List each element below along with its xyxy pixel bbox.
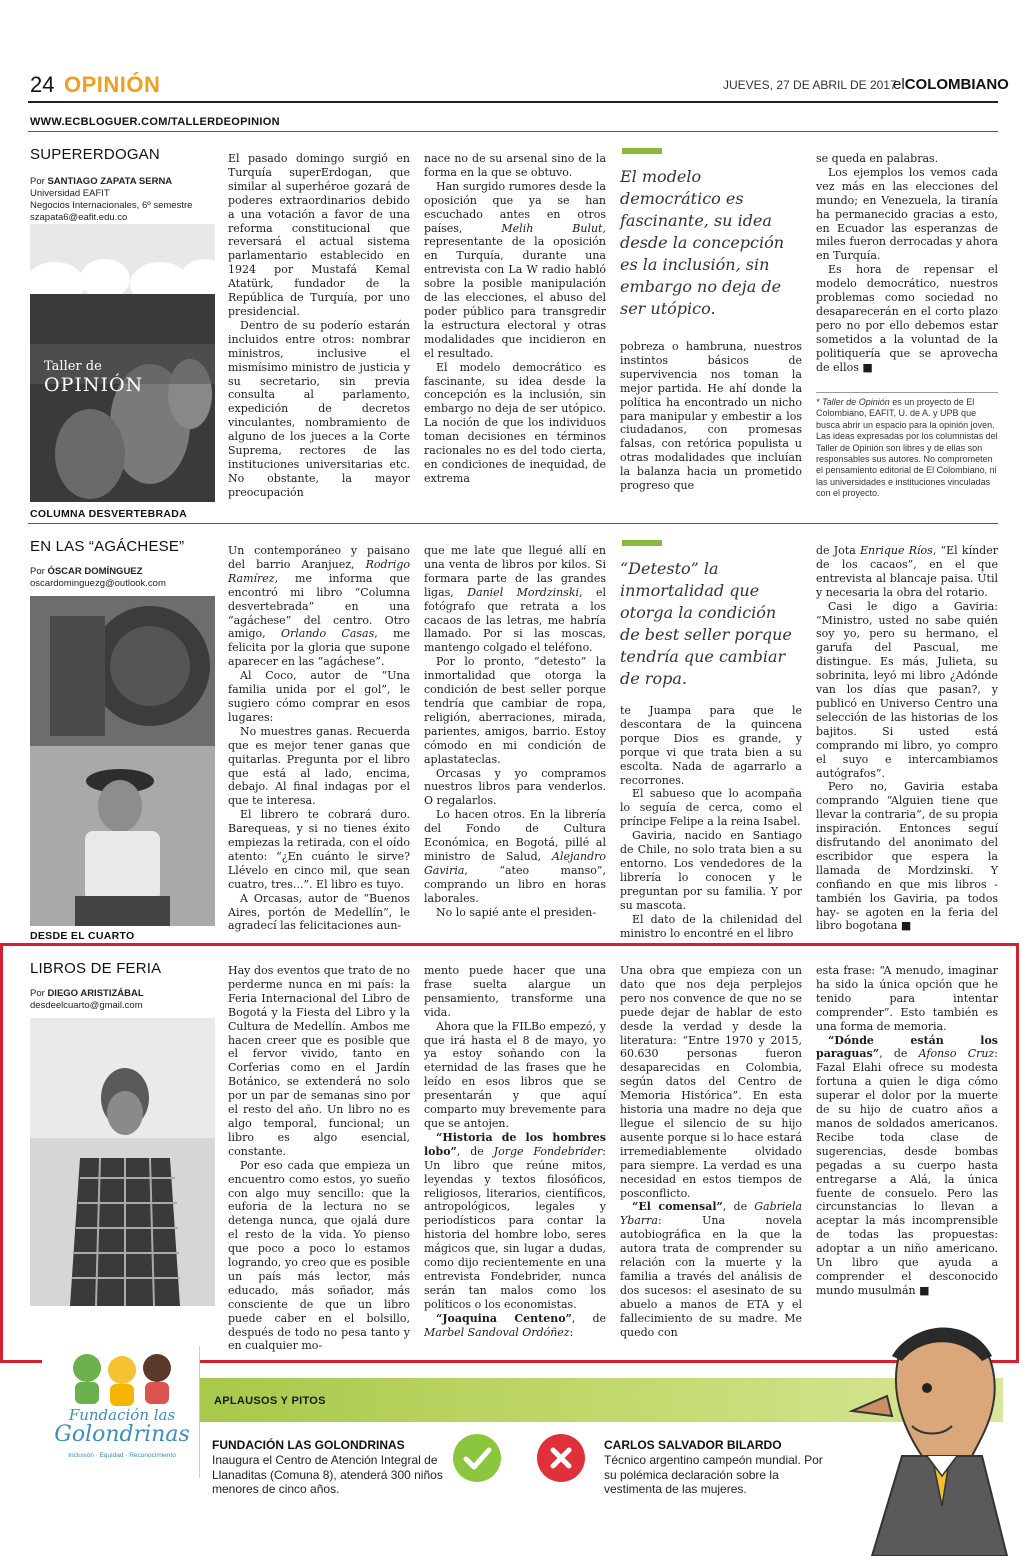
author-program: Negocios Internacionales, 6º semestre <box>30 200 193 211</box>
paragraph: A Orcasas, autor de “Buenos Aires, portón de Medellín”, le agradecí las felicitaciones aun- <box>228 891 410 933</box>
by-prefix: Por <box>30 988 48 999</box>
paragraph: pobreza o hambruna, nuestros instintos básicos de supervivencia nos toman la mejor partida. He ahí donde la política ha encontrado un nicho para manipular y embestir a los ciudadanos, con promesas falsas, con retórica populista u otras modalidades que incluían la balanza hacia un prometido progreso que <box>620 340 802 493</box>
author-name: DIEGO ARISTIZÁBAL <box>47 988 144 999</box>
paragraph <box>424 1312 606 1340</box>
paragraph <box>424 180 606 361</box>
person-name: Orlando Casas <box>281 627 375 641</box>
divider <box>28 131 998 132</box>
person-name: Daniel Mordzinski <box>467 585 580 599</box>
pito-name: CARLOS SALVADOR BILARDO <box>604 1438 782 1452</box>
author-name: SANTIAGO ZAPATA SERNA <box>47 176 173 187</box>
paragraph: Por eso cada que empieza un encuentro como estos, yo sueño con algo muy sencillo: que la euforia de la lectura no se detenga nunca, que ojalá dure el resto de la vida. Yo pienso que poco a poco lo estamos logrando, yo creo que es posible un país más lector, más educado, más soñador, más consciente de que un libro puede caber en el bolsillo, después de todo no pesa tanto y en cualquier mo- <box>228 1158 410 1353</box>
book-title: “Historia de los hombres lobo” <box>424 1130 606 1158</box>
text-run: , el fotógrafo que retrata a los cacaos de las letras, me habría llamado. Por si las moscas, mantengo colgado el teléfono. <box>424 585 606 655</box>
cross-mark <box>537 1434 585 1482</box>
paragraph: Hay dos eventos que trato de no perderme nunca en mi país: la Feria Internacional del Libro de Bogotá y la Fiesta del Libro y la Cultura de Medellín. Ambos me hacen creer que es posible que el fervor vivido, tanto en Corferias como en el Jardín Botánico, se extenderá no solo por un par de semanas sino por el resto del año. Un libro no es algo temporal, funcional; un libro es algo esencial, constante. <box>228 964 410 1158</box>
check-mark <box>453 1434 501 1482</box>
text-run: Un contemporáneo y paisano del barrio Aranjuez, <box>228 544 410 571</box>
article-column-3 <box>620 340 802 493</box>
note-title: * Taller de Opinión <box>816 397 890 407</box>
text-run: , de <box>571 1311 607 1325</box>
paragraph: te Juampa para que le descontara de la quincena porque Dios es grande, y porque vi que trata bien a su escolta. Nada de agarrarlo a recorrones. <box>620 704 802 787</box>
book-author: Gabriela Ybarra <box>620 1200 803 1228</box>
article-column-4 <box>816 544 998 933</box>
text-run: : <box>569 1325 574 1339</box>
article-libros-de-feria <box>28 960 998 1360</box>
paragraph: mento puede hacer que una frase suelta alargue un pensamiento, transforme una vida. <box>424 964 606 1019</box>
person-name: Rodrigo Ramírez <box>228 557 410 585</box>
text-run: Han surgido rumores desde la oposición que ya se han escuchado antes en otros países, <box>424 179 606 235</box>
paragraph: Casi le digo a Gaviria: “Ministro, usted no sabe quién soy yo, pero su hermano, el garufa del Pascual, me distingue. Es más, Julieta, su sobrinita, leyó mi libro ¿Adónde van los días que pasan?, y publicó en Universo Centro una selección de las historias de los bajitos. Si usted está comprando mi libro, yo compro el suyo e intercambiamos autógrafos”. <box>816 599 998 780</box>
aplauso-text: Inaugura el Centro de Atención Integral de Llanaditas (Comuna 8), atenderá 300 niños menores de cinco años. <box>212 1453 443 1497</box>
author-email[interactable]: desdeelcuarto@gmail.com <box>30 1000 143 1011</box>
cross-icon <box>537 1434 585 1482</box>
paragraph: Una obra que empieza con un dato que nos deja perplejos pero nos convence de que no se puede dejar de hablar de esto desde la verdad y desde la literatura: “Entre 1970 y 2015, 60.630 personas fueron desaparecidas en Colombia, según datos del Centro de Memoria Histórica”. En esta historia una madre no deja que llegue el silencio de su hijo ausente porque si lo hace estará irremediablemente olvidado para siempre. La verdad es una necesidad en estos tiempos de posconflicto. <box>620 964 802 1200</box>
paragraph: El pasado domingo surgió en Turquía superErdogan, que similar al superhéroe gozará de poderes extraordinarios debido a una votación a favor de una reforma constitucional que reversará el actual sistema parlamentario establecido en 1924 por Mustafá Kemal Atatürk, fundador de la República de Turquía, por uno presidencial. <box>228 152 410 318</box>
paragraph: nace no de su arsenal sino de la forma en la que se obtuvo. <box>424 152 606 179</box>
article-column-3 <box>620 704 802 940</box>
check-icon <box>453 1434 501 1482</box>
paragraph <box>228 544 410 669</box>
pullquote: “Detesto” la inmortalidad que otorga la condición de best seller porque tendría que cambiar de ropa. <box>620 559 792 688</box>
article-title: EN LAS “AGÁCHESE” <box>30 538 185 555</box>
by-prefix: Por <box>30 176 48 187</box>
text-run: , de <box>722 1200 755 1214</box>
photo-label-bottom: OPINIÓN <box>44 374 144 396</box>
paragraph: El modelo democrático es fascinante, su idea desde la concepción es la inclusión, sin embargo no deja de ser utópico. La noción de que los individuos toman decisiones en términos racionales no es del todo cierta, en condiciones de inequidad, de extrema <box>424 360 606 485</box>
photo-label-top: Taller de <box>44 359 102 374</box>
logo-line1: Fundación las <box>68 1406 176 1424</box>
paragraph: Dentro de su poderío estarán incluidos entre otros: nombrar ministros, inclusive el mismísimo ministro de justicia y su secretario, sin previa consulta al parlamento, expedición de decretos vinculantes, nombramiento de alguno de los jueces a la Corte Suprema, rectores de las instituciones universitarias etc. No obstante, la mayor preocupación <box>228 318 410 499</box>
person-name: Melih Bulut <box>501 221 603 235</box>
text-run: , “ateo manso”, comprando un libro en horas laborales. <box>424 863 606 905</box>
paragraph <box>424 1131 606 1312</box>
logo-line2: Golondrinas <box>54 1422 190 1447</box>
paragraph <box>816 1034 998 1298</box>
book-author: Afonso Cruz <box>918 1047 995 1061</box>
paragraph: No lo sapié ante el presiden- <box>436 905 597 919</box>
paper-main: COLOMBIANO <box>904 76 1009 93</box>
paragraph <box>424 808 606 905</box>
paragraph: Por lo pronto, “detesto” la inmortalidad que otorga la condición de best seller porque tendría que cambiar de ropa, religión, aberraciones, mirada, parientes, amigos, barrio. Estoy cómodo en mi condición de aplastateclas. <box>424 655 606 766</box>
paragraph: se queda en palabras. <box>816 152 939 165</box>
author-email[interactable]: szapata6@eafit.edu.co <box>30 212 128 223</box>
article-title: SUPERERDOGAN <box>30 146 160 163</box>
author-name: ÓSCAR DOMÍNGUEZ <box>47 566 143 577</box>
aplauso-name: FUNDACIÓN LAS GOLONDRINAS <box>212 1438 405 1452</box>
page-number: 24 <box>30 72 55 97</box>
person-name: Alejandro Gaviria <box>424 849 606 877</box>
article-column-1 <box>228 152 410 500</box>
photo-graphic <box>30 596 215 926</box>
paper-prefix: el <box>893 76 905 93</box>
aplausos-title: APLAUSOS Y PITOS <box>214 1395 326 1407</box>
article-column-2 <box>424 544 606 919</box>
divider <box>28 523 998 524</box>
byline <box>30 176 192 224</box>
by-prefix: Por <box>30 566 48 577</box>
newspaper-name <box>893 76 1009 93</box>
article-column-1 <box>228 544 410 933</box>
paragraph: Los ejemplos los vemos cada vez más en las elecciones del mundo; en Venezuela, la tiranía ha permanecido gracias a esto, en Ecuador las esperanzas de miles fueron derrocadas y ahora en Turquía. <box>816 165 998 263</box>
pullquote-marker <box>622 148 662 154</box>
masthead-rule <box>28 101 998 103</box>
logo-tagline: Inclusión · Equidad · Reconocimiento <box>68 1452 176 1459</box>
paragraph: Pero no, Gaviria estaba comprando “Alguien tiene que llevar la contraria”, de su propia inspiración. Entonces seguí disfrutando del anonimato del escribidor que espera la llamada de Mordzinski. Y confiando en que mis libros - también los Gaviria, pa todos hay- se agoten en la feria del libro bogotana ■ <box>816 780 999 933</box>
note-text: es un proyecto de El Colombiano, EAFIT, U. de A. y UPB que busca abrir un espacio para la opinión joven. Las ideas expresadas por los columnistas del Taller de Opinión son libres y de ellas son responsables sus autores. No comprometen el pensamiento editorial de El Colombiano, ni las universidades e instituciones vinculadas con el proyecto. <box>816 397 998 499</box>
text-run: , de <box>456 1144 494 1158</box>
paragraph: El dato de la chilenidad del ministro lo encontré en el libro <box>620 912 802 940</box>
caricature-illustration <box>832 1316 1012 1556</box>
book-title: “Joaquina Centeno” <box>436 1311 572 1325</box>
byline <box>30 988 144 1012</box>
article-supererdogan <box>28 146 998 506</box>
person-name: Enrique Ríos <box>860 544 933 557</box>
paragraph: No muestres ganas. Recuerda que es mejor tener ganas que quitarlas. Pregunta por el libro que está al lado, encima, debajo. Al final indagas por el que te interesa. <box>228 724 410 808</box>
article-title: LIBROS DE FERIA <box>30 960 162 977</box>
paragraph: El librero te cobrará duro. Barequeas, y si no tienes éxito empiezas la retirada, con el oído atento: “¿En cuánto le sirve? Llévelo en cinco mil, que sean cuatro, tres...”. El libro es tuyo. <box>228 808 410 891</box>
article-column-2 <box>424 964 606 1339</box>
book-author: Jorge Fondebrider <box>493 1144 603 1158</box>
paragraph: Gaviria, nacido en Santiago de Chile, no solo trata bien a su entorno. Los vendedores de la librería lo conocen y le preguntan por su familia. Y por su mascota. <box>620 829 802 912</box>
book-title: “Dónde están los paraguas” <box>816 1033 998 1061</box>
author-photo <box>30 1018 215 1306</box>
section-url[interactable]: WWW.ECBLOGUER.COM/TALLERDEOPINION <box>30 116 280 128</box>
column-tag: COLUMNA DESVERTEBRADA <box>30 508 187 520</box>
section-name: OPINIÓN <box>64 72 161 97</box>
taller-note <box>816 392 998 500</box>
book-author: Marbel Sandoval Ordóñez <box>424 1325 570 1339</box>
text-run: de Jota <box>816 544 860 557</box>
author-email[interactable]: oscardominguezg@outlook.com <box>30 578 166 589</box>
paragraph <box>620 1200 802 1339</box>
text-run: que me late que llegué allí en una venta de libros por kilos. Si formara parte de las grandes ligas, <box>424 544 606 599</box>
text-run: : Una novela autobiográfica en la que la autora trata de comprender su relación con la muerte y la familia a través del análisis de dos sucesos: el asesinato de su abuelo a manos de ETA y el fallecimiento de su madre. Me quedo con <box>620 1214 802 1339</box>
text-run: , representante de la oposición en Turquía, durante una entrevista con La W radio habló sobre la posible manipulación de las elecciones, el abuso del poder público para transgredir la estructura electoral y otras modalidades que incidieron en el resultado. <box>424 221 606 360</box>
text-run: : Un libro que reúne mitos, leyendas y textos filosóficos, religiosos, literarios, científicos, antropológicos, legales y periodísticos para contar la historia del hombre lobo, seres mágicos que, sin lugar a dudas, como dijo recientemente en una entrevista Fondebrider, nunca serán tan malos como los políticos o los economistas. <box>424 1144 606 1311</box>
book-title: “El comensal” <box>632 1200 723 1214</box>
byline <box>30 566 166 590</box>
author-photo <box>30 596 215 926</box>
article-column-4 <box>816 152 998 375</box>
text-run: : Fazal Elahi ofrece su modesta fortuna a quien le diga cómo superar el dolor por la muerte de su hijo de cuatro años a manos de soldados americanos. Recibe toda clase de sugerencias, desde bombas pegadas a su cuerpo hasta entregarse a Alá, la única fuente de consuelo. Pero las circunstancias lo llevan a aceptar la más incomprensible de todas las propuestas: adoptar a un niño americano. Un libro que ayuda a comprender el desconocido mundo musulmán ■ <box>816 1047 998 1297</box>
paragraph: Es hora de repensar el modelo democrático, nuestros problemas como sociedad no desaparecerán en el corto plazo pero no por ello debemos estar sometidos a la voluntad de la politiquería que se aprovecha de ellos ■ <box>816 263 998 374</box>
issue-date: JUEVES, 27 DE ABRIL DE 2017 <box>723 78 897 92</box>
text-run: Lo hacen otros. En la librería del Fondo de Cultura Económica, en Bogotá, pillé al ministro de Salud, <box>424 808 606 863</box>
masthead <box>30 70 1009 100</box>
text-run: , me felicita por la gloria que supone aparecer en las “agáchese”. <box>228 627 411 669</box>
text-run: , “El kínder de los cacaos”, en el que entrevista al blancaje paisa. Útil y necesaria la obra del rotario. <box>816 544 998 599</box>
paragraph <box>816 544 998 600</box>
pullquote-marker <box>622 540 662 546</box>
article-column-3 <box>620 964 802 1339</box>
pullquote: El modelo democrático es fascinante, su idea desde la concepción es la inclusión, sin embargo no deja de ser utópico. <box>620 167 785 318</box>
paragraph <box>424 544 606 655</box>
author-affiliation: Universidad EAFIT <box>30 188 110 199</box>
paragraph: Al Coco, autor de “Una familia unida por el gol”, le sugiero cómo comprar en esos lugares: <box>228 669 410 724</box>
photo-graphic <box>30 1018 215 1306</box>
text-run: , de <box>879 1047 919 1061</box>
paragraph: Orcasas y yo compramos nuestros libros para venderlos. O regalarlos. <box>424 766 606 808</box>
paragraph: El sabueso que lo acompaña lo seguía de cerca, como el príncipe Felipe a la reina Isabel. <box>620 787 802 829</box>
article-column-4 <box>816 964 998 1298</box>
column-tag: DESDE EL CUARTO <box>30 930 135 942</box>
pito-text: Técnico argentino campeón mundial. Por su polémica declaración sobre la vestimenta de las mujeres. <box>604 1453 823 1497</box>
paragraph: Ahora que la FILBo empezó, y que irá hasta el 8 de mayo, yo ya estoy soñando con la eternidad de las frases que he leído en esos libros que se presentarán y que aquí comparto muy brevemente para que se antojen. <box>424 1019 606 1130</box>
taller-opinion-photo <box>30 224 215 502</box>
text-run: , me informa que encontró mi libro “Columna desvertebrada” en una “agáchese” del centro. Otro amigo, <box>228 571 410 641</box>
fundacion-logo <box>42 1346 200 1478</box>
paragraph: esta frase: “A menudo, imaginar ha sido la única opción que he tenido para intentar comprender”. Esto también es una forma de memoria. <box>816 964 998 1033</box>
article-column-1 <box>228 964 410 1353</box>
article-column-2 <box>424 152 606 486</box>
